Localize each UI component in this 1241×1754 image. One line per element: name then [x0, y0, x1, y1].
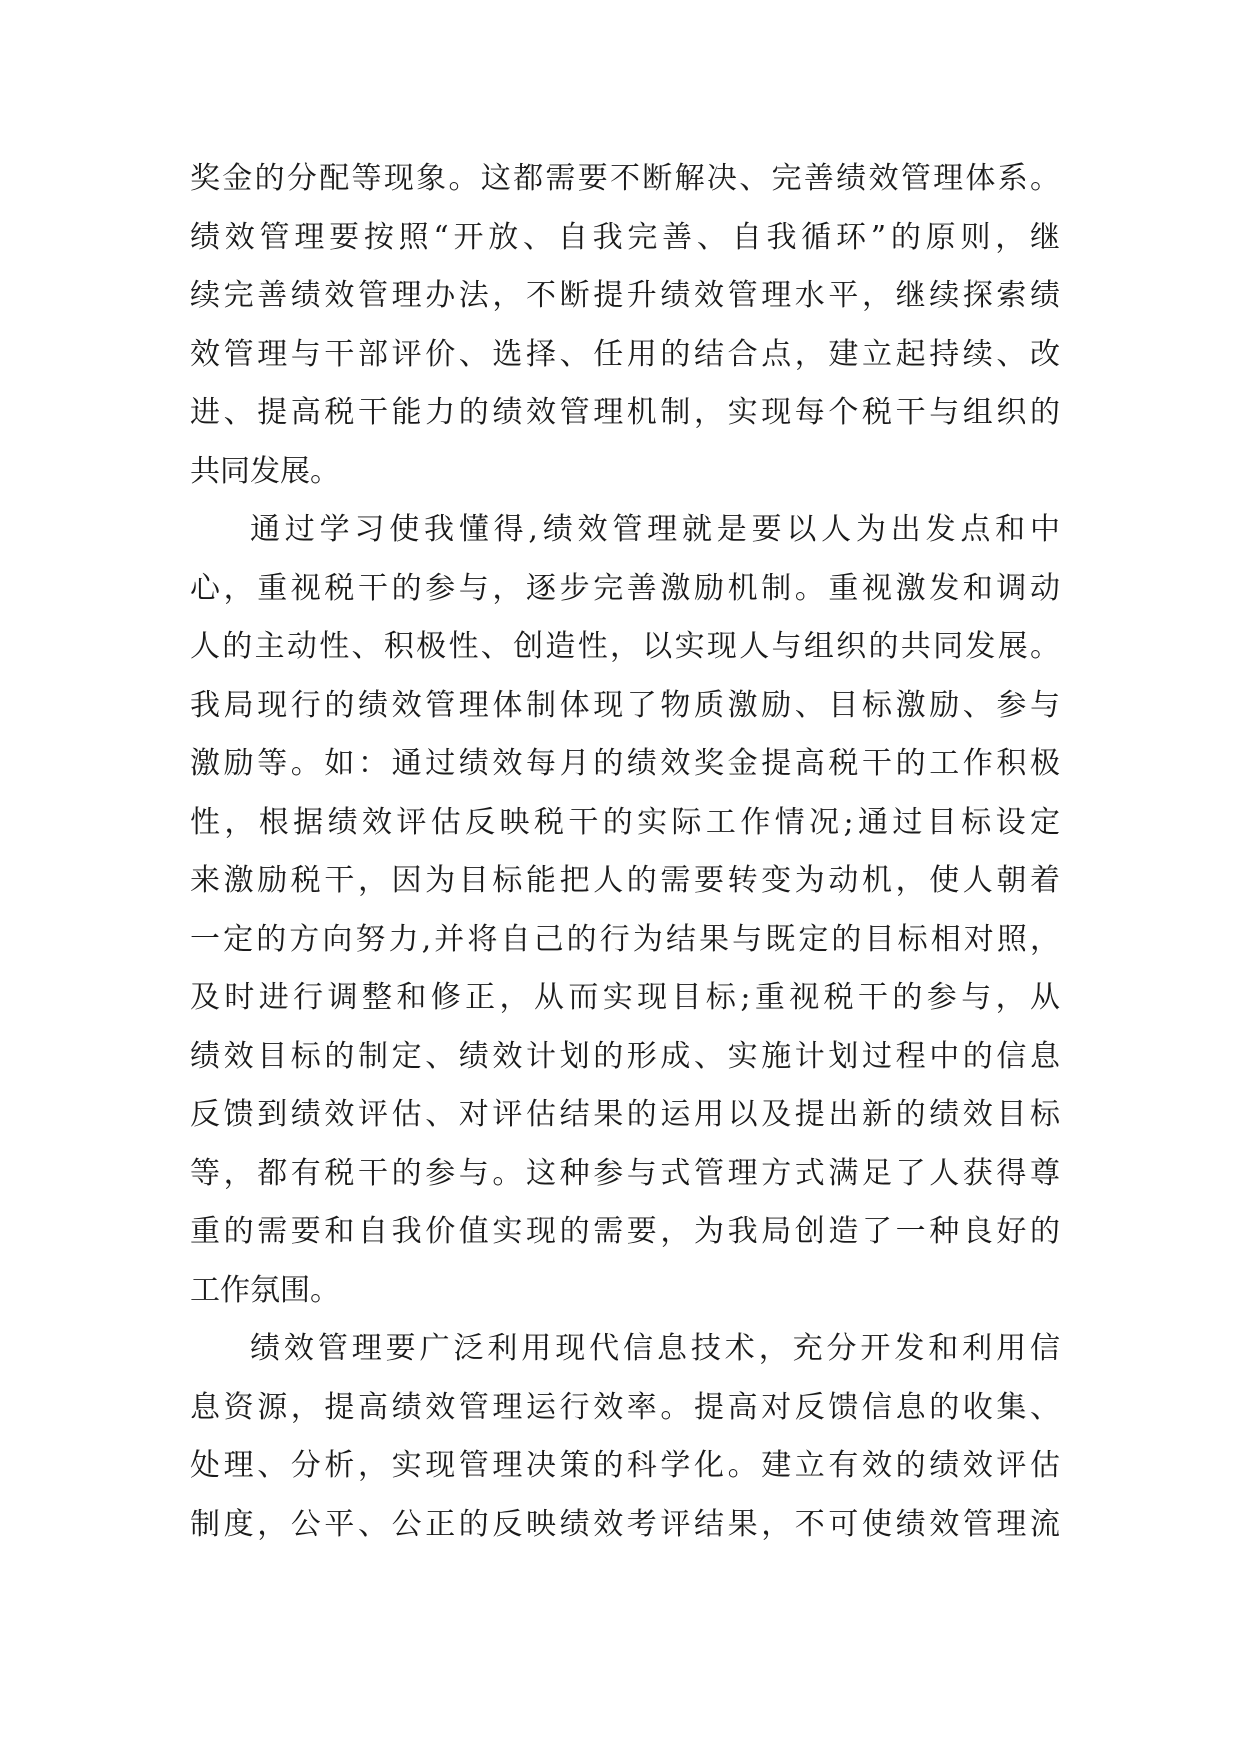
text-line: 心，重视税干的参与，逐步完善激励机制。重视激发和调动 [190, 570, 1060, 606]
text-line: 奖金的分配等现象。这都需要不断解决、完善绩效管理体系。 [190, 161, 1060, 196]
text-line: 反馈到绩效评估、对评估结果的运用以及提出新的绩效目标 [190, 1097, 1060, 1132]
text-line: 效管理与干部评价、选择、任用的结合点，建立起持续、改 [190, 336, 1060, 372]
text-line: 进、提高税干能力的绩效管理机制，实现每个税干与组织的 [190, 395, 1060, 430]
text-line: 性，根据绩效评估反映税干的实际工作情况;通过目标设定 [190, 804, 1060, 840]
text-line: 绩效目标的制定、绩效计划的形成、实施计划过程中的信息 [190, 1038, 1060, 1074]
text-line: 息资源，提高绩效管理运行效率。提高对反馈信息的收集、 [190, 1389, 1060, 1425]
text-line: 共同发展。 [190, 453, 340, 489]
paragraph-3 [190, 1320, 1060, 1554]
text-line: 绩效管理要广泛利用现代信息技术，充分开发和利用信 [250, 1331, 1060, 1366]
text-line: 及时进行调整和修正，从而实现目标;重视税干的参与，从 [190, 980, 1060, 1015]
text-line: 等，都有税干的参与。这种参与式管理方式满足了人获得尊 [190, 1155, 1060, 1191]
text-line: 来激励税干，因为目标能把人的需要转变为动机，使人朝着 [190, 863, 1060, 898]
text-line: 工作氛围。 [190, 1272, 340, 1308]
paragraph-1 [190, 150, 1060, 501]
text-line: 制度，公平、公正的反映绩效考评结果，不可使绩效管理流 [190, 1506, 1060, 1542]
text-line: 重的需要和自我价值实现的需要，为我局创造了一种良好的 [190, 1214, 1060, 1249]
text-line: 一定的方向努力,并将自己的行为结果与既定的目标相对照， [190, 921, 1060, 957]
text-line: 通过学习使我懂得,绩效管理就是要以人为出发点和中 [250, 512, 1060, 547]
text-line: 我局现行的绩效管理体制体现了物质激励、目标激励、参与 [190, 687, 1060, 723]
text-line: 人的主动性、积极性、创造性，以实现人与组织的共同发展。 [190, 629, 1060, 664]
text-line: 激励等。如：通过绩效每月的绩效奖金提高税干的工作积极 [190, 746, 1060, 781]
text-line: 处理、分析，实现管理决策的科学化。建立有效的绩效评估 [190, 1448, 1060, 1483]
text-line: 续完善绩效管理办法，不断提升绩效管理水平，继续探索绩 [190, 278, 1060, 313]
document-body [190, 150, 1060, 1554]
text-line: 绩效管理要按照“开放、自我完善、自我循环”的原则，继 [190, 219, 1060, 255]
paragraph-2 [190, 501, 1060, 1320]
